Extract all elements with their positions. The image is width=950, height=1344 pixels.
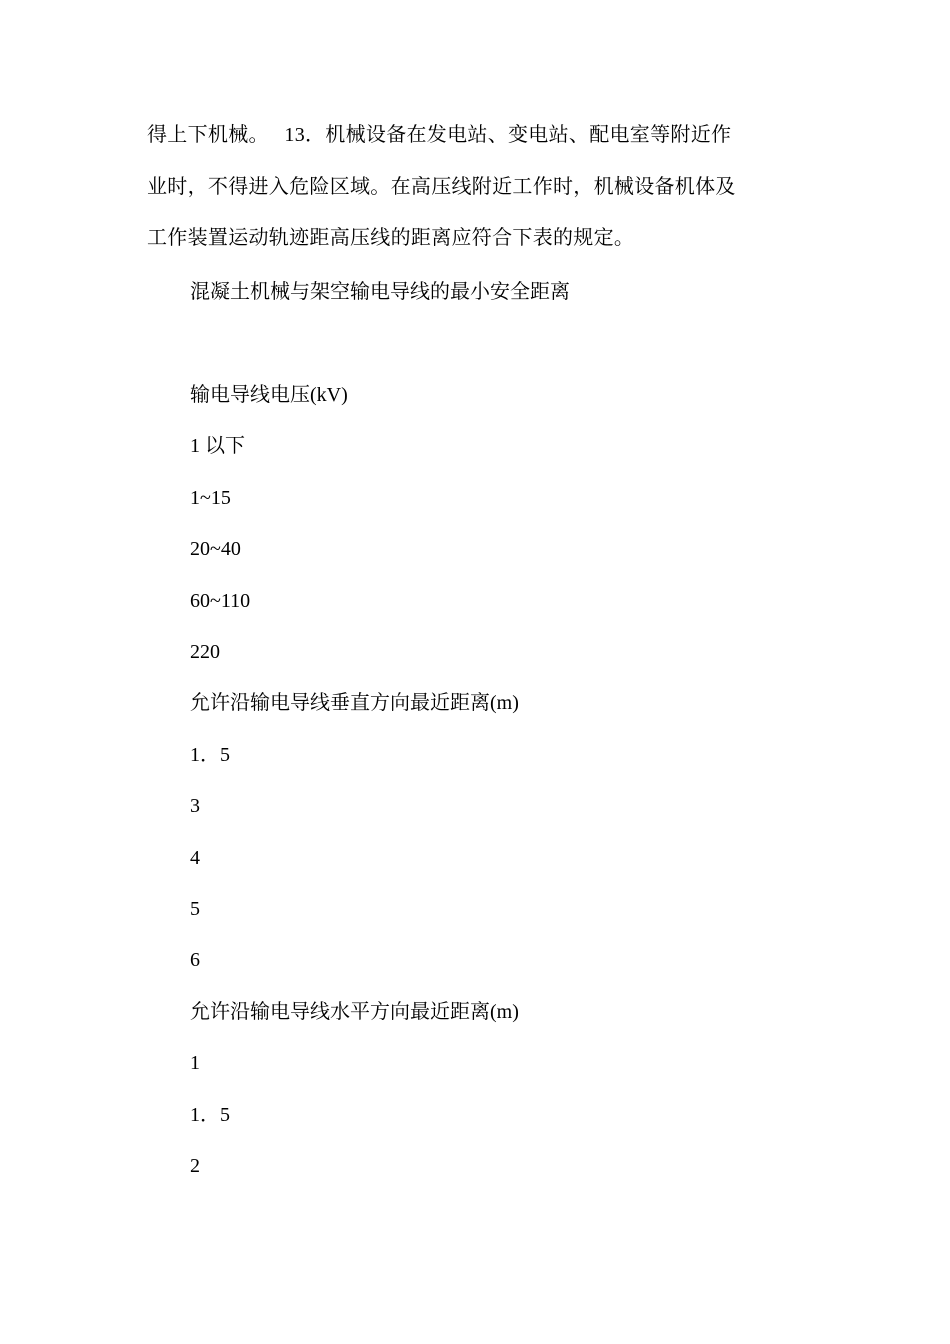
table-cell: 允许沿输电导线水平方向最近距离(m) bbox=[190, 1001, 519, 1023]
table-cell: 1 bbox=[190, 1052, 200, 1074]
table-cell: 6 bbox=[190, 949, 200, 971]
table-cell: 5 bbox=[190, 898, 200, 920]
table-cell: 20~40 bbox=[190, 538, 241, 560]
table-cell: 输电导线电压(kV) bbox=[190, 384, 348, 406]
table-cell: 2 bbox=[190, 1155, 200, 1177]
paragraph-line: 得上下机械。 13．机械设备在发电站、变电站、配电室等附近作 bbox=[147, 124, 732, 146]
paragraph-line: 工作装置运动轨迹距高压线的距离应符合下表的规定。 bbox=[147, 227, 635, 249]
body-paragraph bbox=[147, 110, 807, 265]
table-cell: 1．5 bbox=[190, 1104, 230, 1126]
paragraph-line: 业时，不得进入危险区域。在高压线附近工作时，机械设备机体及 bbox=[147, 175, 736, 198]
table-title: 混凝土机械与架空输电导线的最小安全距离 bbox=[190, 281, 570, 303]
table-cell: 1．5 bbox=[190, 744, 230, 766]
table-cell: 1 以下 bbox=[190, 435, 245, 457]
table-cell: 允许沿输电导线垂直方向最近距离(m) bbox=[190, 692, 519, 714]
table-cell: 220 bbox=[190, 641, 220, 663]
table-cell: 1~15 bbox=[190, 487, 231, 509]
table-cell: 4 bbox=[190, 847, 200, 869]
table-cell: 60~110 bbox=[190, 590, 251, 612]
table-cell: 3 bbox=[190, 795, 200, 817]
